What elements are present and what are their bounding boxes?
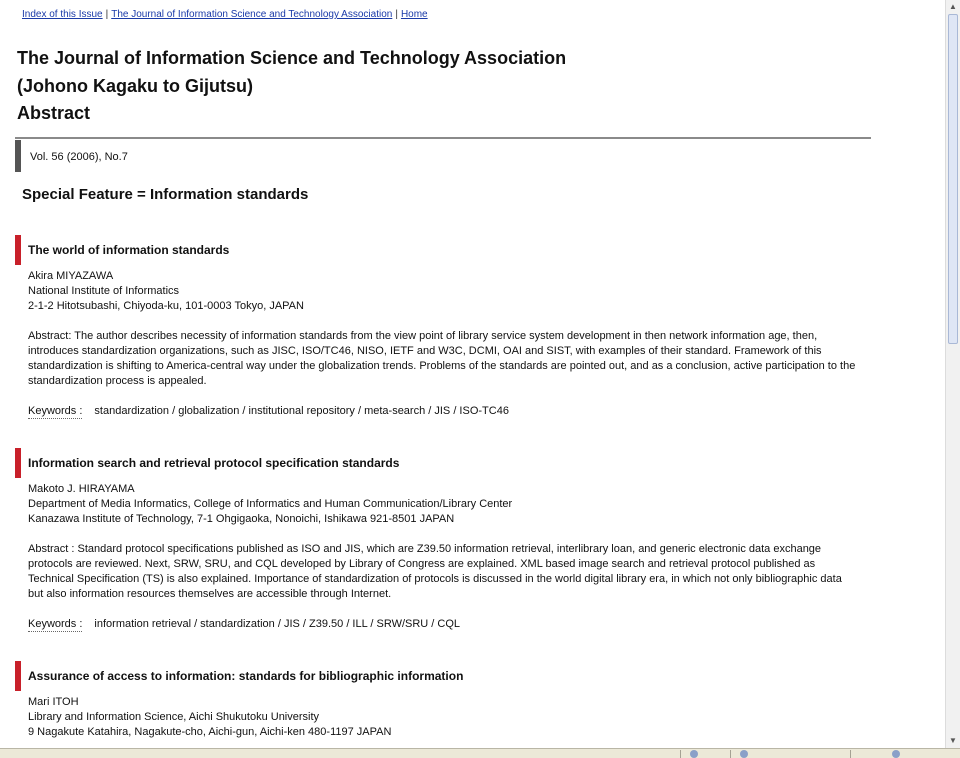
article-abstract: Abstract : Standard protocol specifications published as ISO and JIS, which are Z39.50 information retrieval, interlibrary loan, and generic electronic data exchange protocols are reviewed. Next, SRW, SRU, and CQL developed by Library of Congress are explained. XML based image search and retrieval protocol published as Technical Specification (TS) is also explained. Importance of standardization of protocols is discussed in the world digital library era, in which not only bibliographic data but also information resources themselves are accessible through Internet. <box>28 543 842 600</box>
journal-link[interactable]: The Journal of Information Science and Technology Association <box>111 9 393 20</box>
volume-label: Vol. 56 (2006), No.7 <box>30 151 128 163</box>
status-bar <box>0 748 960 758</box>
author-block <box>28 482 860 527</box>
vertical-scrollbar[interactable] <box>945 0 960 748</box>
nav-separator: | <box>395 9 398 20</box>
special-feature-heading: Special Feature = Information standards <box>22 186 309 203</box>
article-title: Information search and retrieval protocol specification standards <box>28 456 400 470</box>
article <box>15 661 860 740</box>
article-title: Assurance of access to information: standards for bibliographic information <box>28 669 464 683</box>
scroll-down-arrow-icon[interactable]: ▼ <box>949 736 957 745</box>
abstract-heading: Abstract <box>17 103 91 123</box>
article-title-bar <box>15 235 860 265</box>
scroll-up-arrow-icon[interactable]: ▲ <box>949 2 957 11</box>
keywords-value: standardization / globalization / institutional repository / meta-search / JIS / ISO-TC46 <box>94 405 509 417</box>
author-name: Makoto J. HIRAYAMA <box>28 483 135 495</box>
author-block <box>28 695 860 740</box>
status-divider <box>680 750 681 758</box>
author-affiliation: Department of Media Informatics, College of Informatics and Human Communication/Library Center <box>28 498 513 510</box>
security-zone-icon <box>690 750 698 758</box>
author-address: 2-1-2 Hitotsubashi, Chiyoda-ku, 101-0003 Tokyo, JAPAN <box>28 300 304 312</box>
article <box>15 448 860 632</box>
author-affiliation: Library and Information Science, Aichi Shukutoku University <box>28 711 320 723</box>
status-divider <box>730 750 731 758</box>
volume-box <box>15 140 128 172</box>
status-divider <box>850 750 851 758</box>
author-address: 9 Nagakute Katahira, Nagakute-cho, Aichi-gun, Aichi-ken 480-1197 JAPAN <box>28 726 392 738</box>
nav-separator: | <box>105 9 109 20</box>
internet-zone-icon <box>740 750 748 758</box>
keywords-line <box>28 404 860 419</box>
page-title <box>17 45 566 128</box>
article-abstract: Abstract: The author describes necessity of information standards from the view point of library service system development in then network information age, then, introduces standardization organizations, such as JISC, ISO/TC46, NISO, IETF and W3C, DCMI, OAI and SIST, with examples of their standard. Framework of this standardization is shifting to America-central way under the globalization trends. Problems of the standards are pointed out, and as a conclusion, active participation to the standardization process is appealed. <box>28 330 856 387</box>
index-of-issue-link[interactable]: Index of this Issue <box>22 9 103 20</box>
keywords-line <box>28 617 860 632</box>
article-title-bar <box>15 661 860 691</box>
journal-title-line: The Journal of Information Science and Technology Association <box>17 48 567 68</box>
top-navigation <box>22 9 428 20</box>
author-address: Kanazawa Institute of Technology, 7-1 Ohgigaoka, Nonoichi, Ishikawa 921-8501 JAPAN <box>28 513 455 525</box>
keywords-value: information retrieval / standardization / JIS / Z39.50 / ILL / SRW/SRU / CQL <box>94 618 461 630</box>
author-name: Mari ITOH <box>28 696 79 708</box>
keywords-label: Keywords : <box>28 405 83 417</box>
author-name: Akira MIYAZAWA <box>28 270 114 282</box>
author-affiliation: National Institute of Informatics <box>28 285 180 297</box>
header-divider <box>15 137 871 139</box>
journal-subtitle-line: (Johono Kagaku to Gijutsu) <box>17 75 253 96</box>
zoom-icon[interactable] <box>892 750 900 758</box>
article <box>15 235 860 419</box>
home-link[interactable]: Home <box>400 9 428 20</box>
article-title: The world of information standards <box>28 243 230 257</box>
author-block <box>28 269 860 314</box>
scrollbar-thumb[interactable] <box>948 14 958 344</box>
article-title-bar <box>15 448 860 478</box>
keywords-label: Keywords : <box>28 618 83 630</box>
